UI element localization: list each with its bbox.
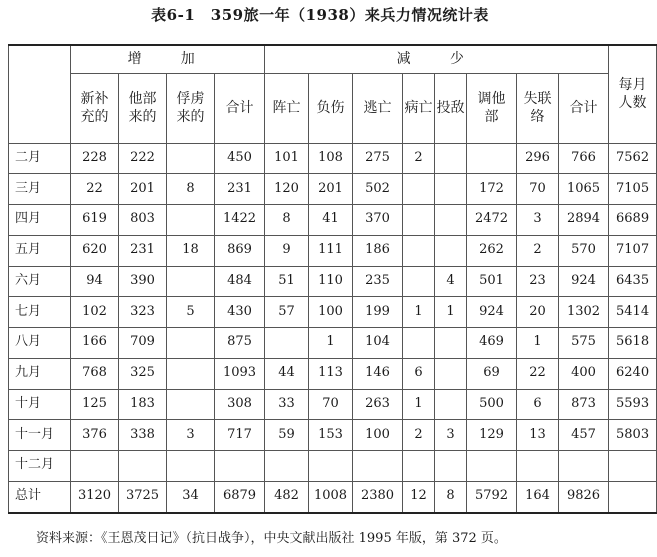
table-cell: 5803 (609, 420, 657, 451)
table-cell: 296 (517, 143, 559, 174)
table-cell: 1 (309, 328, 353, 359)
table-cell: 231 (215, 174, 265, 205)
table-cell (609, 451, 657, 482)
decrease-col-header (309, 73, 353, 143)
table-cell: 108 (309, 143, 353, 174)
total-row (9, 481, 657, 513)
table-cell: 2 (517, 235, 559, 266)
table-cell (215, 451, 265, 482)
table-cell (609, 481, 657, 513)
source-note: 资料来源：《王恩茂日记》（抗日战争），中央文献出版社 1995 年版，第 372 页。 (36, 531, 507, 546)
col-header-label: 病亡 (404, 99, 433, 116)
table-cell: 146 (353, 358, 403, 389)
table-cell: 125 (71, 389, 119, 420)
table-cell: 9826 (559, 481, 609, 513)
col-header-label: 新补充的 (80, 90, 109, 125)
row-label: 八月 (9, 328, 71, 359)
table-cell: 3 (517, 205, 559, 236)
table-cell: 2380 (353, 481, 403, 513)
table-cell: 9 (265, 235, 309, 266)
decrease-group-label: 减 少 (396, 51, 477, 68)
table-cell: 69 (467, 358, 517, 389)
row-label: 二月 (9, 143, 71, 174)
table-cell (435, 235, 467, 266)
table-cell (309, 451, 353, 482)
table-cell: 6435 (609, 266, 657, 297)
table-cell: 1422 (215, 205, 265, 236)
table-cell: 129 (467, 420, 517, 451)
table-cell (403, 451, 435, 482)
table-cell: 1 (435, 297, 467, 328)
decrease-col-header (403, 73, 435, 143)
table-cell: 390 (119, 266, 167, 297)
table-cell (403, 328, 435, 359)
increase-col-header (71, 73, 119, 143)
table-cell: 34 (167, 481, 215, 513)
col-header-label: 逃亡 (363, 99, 392, 116)
table-cell: 501 (467, 266, 517, 297)
table-cell: 1065 (559, 174, 609, 205)
table-cell: 875 (215, 328, 265, 359)
table-cell: 3 (435, 420, 467, 451)
table-cell (167, 328, 215, 359)
row-label: 四月 (9, 205, 71, 236)
increase-col-header (167, 73, 215, 143)
row-label: 十月 (9, 389, 71, 420)
col-header-label: 合计 (225, 99, 254, 116)
table-cell (353, 451, 403, 482)
decrease-col-header (559, 73, 609, 143)
table-cell: 199 (353, 297, 403, 328)
decrease-col-header (353, 73, 403, 143)
col-header-label: 阵亡 (272, 99, 301, 116)
table-cell: 172 (467, 174, 517, 205)
table-cell: 1093 (215, 358, 265, 389)
table-cell: 228 (71, 143, 119, 174)
table-cell: 430 (215, 297, 265, 328)
table-cell (119, 451, 167, 482)
table-cell (435, 174, 467, 205)
increase-group-label: 增 加 (127, 51, 208, 68)
table-cell: 8 (435, 481, 467, 513)
table-cell: 164 (517, 481, 559, 513)
monthly-header-label: 每月人数 (618, 77, 647, 112)
table-cell: 766 (559, 143, 609, 174)
decrease-col-header (435, 73, 467, 143)
table-cell: 803 (119, 205, 167, 236)
decrease-col-header (467, 73, 517, 143)
decrease-group-header (265, 45, 609, 73)
table-cell: 2472 (467, 205, 517, 236)
table-cell: 1008 (309, 481, 353, 513)
table-row (9, 266, 657, 297)
table-cell: 500 (467, 389, 517, 420)
table-cell (265, 328, 309, 359)
table-cell: 1 (403, 389, 435, 420)
table-cell: 120 (265, 174, 309, 205)
table-cell (167, 389, 215, 420)
table-row (9, 143, 657, 174)
table-cell (435, 205, 467, 236)
table-row (9, 174, 657, 205)
table-cell (403, 235, 435, 266)
row-label: 六月 (9, 266, 71, 297)
table-body (9, 143, 657, 513)
table-cell (435, 451, 467, 482)
row-label: 三月 (9, 174, 71, 205)
table-cell: 370 (353, 205, 403, 236)
table-cell: 100 (353, 420, 403, 451)
table-cell: 709 (119, 328, 167, 359)
table-cell: 94 (71, 266, 119, 297)
table-cell: 70 (309, 389, 353, 420)
table-cell: 5414 (609, 297, 657, 328)
table-cell: 7107 (609, 235, 657, 266)
table-cell: 153 (309, 420, 353, 451)
col-header-label: 他部来的 (128, 90, 157, 125)
table-cell: 924 (467, 297, 517, 328)
table-cell: 308 (215, 389, 265, 420)
table-cell: 323 (119, 297, 167, 328)
table-cell: 3120 (71, 481, 119, 513)
table-cell: 13 (517, 420, 559, 451)
corner-header (9, 45, 71, 143)
table-cell: 186 (353, 235, 403, 266)
increase-group-header (71, 45, 265, 73)
table-cell: 110 (309, 266, 353, 297)
table-cell: 7105 (609, 174, 657, 205)
table-cell: 1302 (559, 297, 609, 328)
troop-statistics-table (8, 44, 657, 514)
table-cell: 6 (403, 358, 435, 389)
col-header-label: 投敌 (436, 99, 465, 116)
table-cell (559, 451, 609, 482)
table-cell: 2894 (559, 205, 609, 236)
table-cell (435, 389, 467, 420)
table-cell: 275 (353, 143, 403, 174)
table-cell: 8 (167, 174, 215, 205)
col-header-label: 俘虏来的 (176, 90, 205, 125)
table-cell: 338 (119, 420, 167, 451)
table-cell: 100 (309, 297, 353, 328)
table-cell: 166 (71, 328, 119, 359)
table-cell: 70 (517, 174, 559, 205)
table-cell (167, 451, 215, 482)
table-cell: 570 (559, 235, 609, 266)
table-cell: 44 (265, 358, 309, 389)
table-cell: 5593 (609, 389, 657, 420)
table-cell: 18 (167, 235, 215, 266)
table-cell: 51 (265, 266, 309, 297)
table-row (9, 358, 657, 389)
table-cell: 33 (265, 389, 309, 420)
table-cell: 6 (517, 389, 559, 420)
table-cell (435, 328, 467, 359)
table-row (9, 451, 657, 482)
table-cell: 6689 (609, 205, 657, 236)
table-cell: 113 (309, 358, 353, 389)
table-cell (265, 451, 309, 482)
table-cell: 102 (71, 297, 119, 328)
table-cell: 111 (309, 235, 353, 266)
row-label: 十一月 (9, 420, 71, 451)
table-cell: 12 (403, 481, 435, 513)
table-cell: 620 (71, 235, 119, 266)
table-cell: 1 (403, 297, 435, 328)
table-cell (71, 451, 119, 482)
table-cell: 3725 (119, 481, 167, 513)
table-cell: 450 (215, 143, 265, 174)
table-cell: 183 (119, 389, 167, 420)
col-header-label: 负伤 (316, 99, 345, 116)
monthly-header (609, 45, 657, 143)
table-cell (435, 143, 467, 174)
table-cell (403, 266, 435, 297)
table-cell: 6879 (215, 481, 265, 513)
table-cell: 924 (559, 266, 609, 297)
table-cell: 263 (353, 389, 403, 420)
table-cell: 2 (403, 143, 435, 174)
table-cell: 2 (403, 420, 435, 451)
table-cell (403, 205, 435, 236)
table-cell (403, 174, 435, 205)
table-row (9, 205, 657, 236)
table-cell: 201 (119, 174, 167, 205)
table-cell: 222 (119, 143, 167, 174)
decrease-col-header (265, 73, 309, 143)
table-cell: 1 (517, 328, 559, 359)
table-cell: 7562 (609, 143, 657, 174)
table-cell: 619 (71, 205, 119, 236)
table-cell: 6240 (609, 358, 657, 389)
col-header-label: 失联络 (523, 90, 552, 125)
table-title: 表6-1 359旅一年（1938）来兵力情况统计表 (151, 6, 489, 24)
table-cell (467, 143, 517, 174)
table-row (9, 328, 657, 359)
table-cell: 484 (215, 266, 265, 297)
table-row (9, 297, 657, 328)
table-cell: 231 (119, 235, 167, 266)
table-cell: 201 (309, 174, 353, 205)
table-cell (167, 358, 215, 389)
table-cell: 20 (517, 297, 559, 328)
table-cell: 59 (265, 420, 309, 451)
table-cell: 104 (353, 328, 403, 359)
row-label: 九月 (9, 358, 71, 389)
table-cell: 717 (215, 420, 265, 451)
table-cell: 376 (71, 420, 119, 451)
table-cell (167, 143, 215, 174)
increase-col-header (119, 73, 167, 143)
col-header-label: 合计 (569, 99, 598, 116)
row-label: 五月 (9, 235, 71, 266)
table-row (9, 420, 657, 451)
table-cell: 469 (467, 328, 517, 359)
table-cell: 22 (71, 174, 119, 205)
row-label: 总计 (9, 481, 71, 513)
row-label: 十二月 (9, 451, 71, 482)
table-cell: 502 (353, 174, 403, 205)
table-cell (467, 451, 517, 482)
decrease-col-header (517, 73, 559, 143)
table-cell (167, 205, 215, 236)
table-cell: 575 (559, 328, 609, 359)
table-cell (517, 451, 559, 482)
table-cell: 3 (167, 420, 215, 451)
table-cell: 400 (559, 358, 609, 389)
table-row (9, 389, 657, 420)
col-header-label: 调他部 (477, 90, 506, 125)
table-cell: 5618 (609, 328, 657, 359)
row-label: 七月 (9, 297, 71, 328)
table-cell: 5792 (467, 481, 517, 513)
table-cell: 235 (353, 266, 403, 297)
table-cell: 5 (167, 297, 215, 328)
table-cell: 23 (517, 266, 559, 297)
table-cell: 4 (435, 266, 467, 297)
table-cell: 262 (467, 235, 517, 266)
table-cell: 57 (265, 297, 309, 328)
table-cell: 768 (71, 358, 119, 389)
increase-col-header (215, 73, 265, 143)
table-cell (435, 358, 467, 389)
subheader-row (9, 73, 657, 143)
table-cell: 325 (119, 358, 167, 389)
table-cell: 22 (517, 358, 559, 389)
table-cell: 101 (265, 143, 309, 174)
table-cell: 482 (265, 481, 309, 513)
table-cell (167, 266, 215, 297)
table-cell: 873 (559, 389, 609, 420)
table-cell: 8 (265, 205, 309, 236)
table-cell: 457 (559, 420, 609, 451)
table-cell: 869 (215, 235, 265, 266)
table-row (9, 235, 657, 266)
table-cell: 41 (309, 205, 353, 236)
